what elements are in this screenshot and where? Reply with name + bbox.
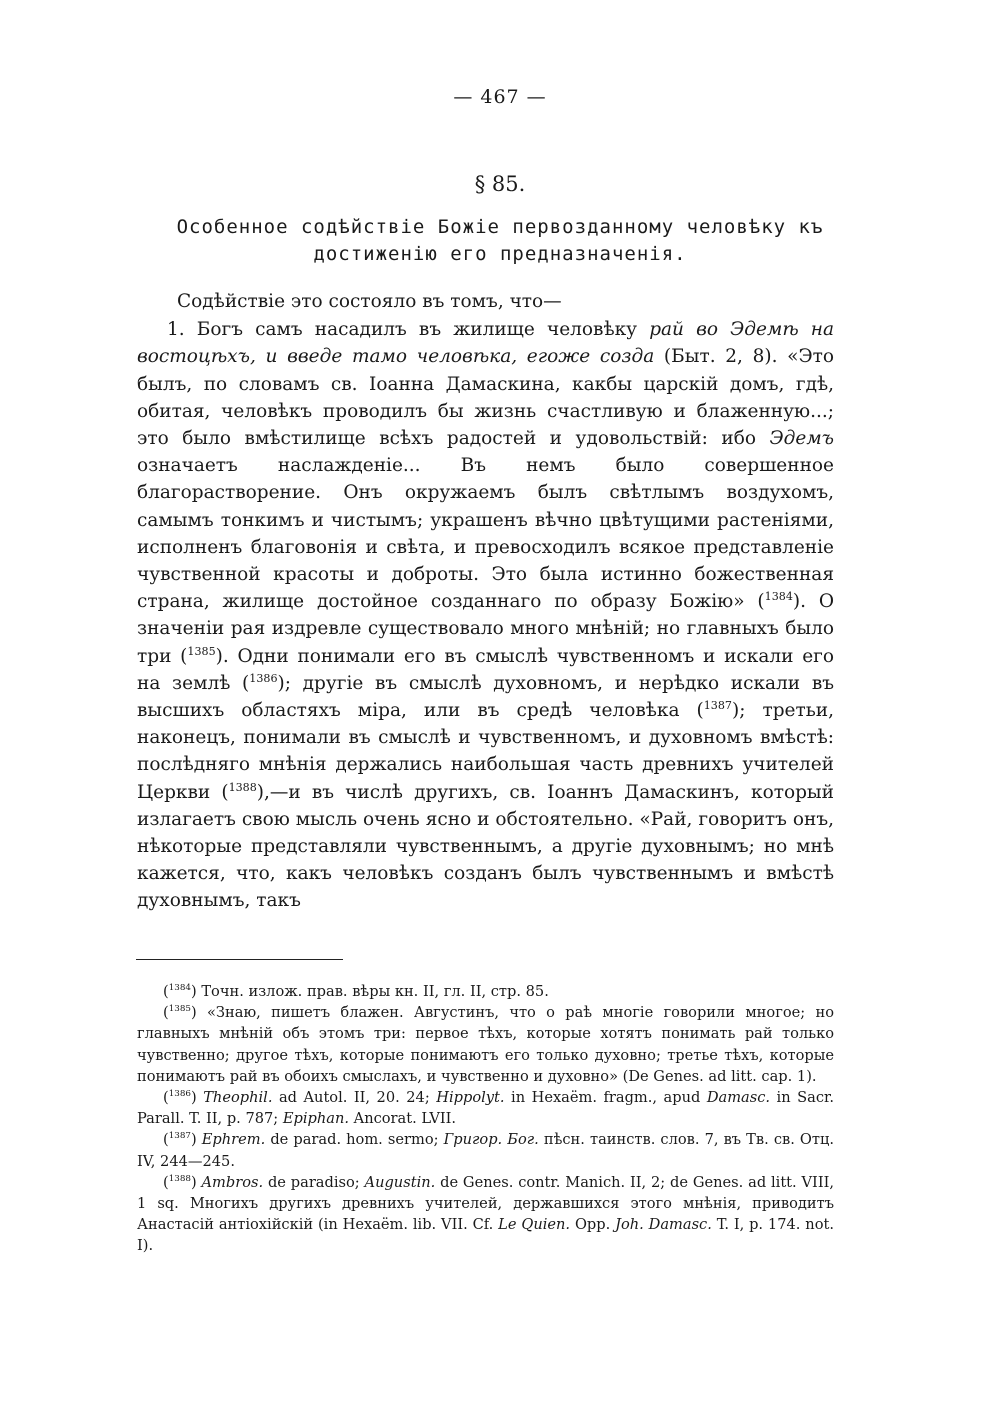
section-heading: Особенное содѣйствіе Божіе первозданному человѣку къ достиженію его предназначенія. (176, 216, 824, 265)
section-number: § 85. (474, 172, 526, 196)
main-text (137, 288, 834, 915)
footnote-text: in Hexaëm. fragm., apud (504, 1089, 707, 1107)
footnote-ref[interactable]: 1388 (228, 780, 257, 794)
footnote-1385: ($^{1385}$) «Знаю, пишетъ блажен. Августинъ, что о раѣ многіе говорили многое; но главныхъ мнѣній объ этомъ три: первое тѣхъ, которые хотятъ понимать рай только чувственно; другое тѣхъ, которые понимаютъ его только духовно; третье тѣхъ, которые понимаютъ рай въ обоихъ смыслахъ, и чувственно и духовно» (De Genes. ad litt. cap. 1). (137, 1004, 834, 1085)
text-run: ). Одни понимали его въ смыслѣ чувственномъ и искали его на землѣ ( (137, 645, 834, 694)
text-run: означаетъ наслажденіе... Въ немъ было совершенное благорастворение. Онъ окружаемъ былъ свѣтлымъ воздухомъ, самымъ тонкимъ и чистымъ; украшенъ вѣчно цвѣтущими растеніями, исполненъ благовонія и свѣта, и превосходилъ всякое представленіе чувственной красоты и доброты. Это была истинно божественная страна, жилище достойное созданнаго по образу Божію» ( (137, 455, 834, 613)
text-run: ). О значеніи рая издревле существовало много мнѣній; но главныхъ было три ( (137, 591, 834, 667)
footnote-1386: ($^{1386}$) Theophil. ad Autol. II, 20. 24; Hippolyt. in Hexaëm. fragm., apud Damasc. in Sacr. Parall. T. II, p. 787; Epiphan. Ancorat. LVII. (137, 1089, 835, 1128)
eden-word: Эдемъ (769, 428, 834, 450)
text-run: ); третьи, наконецъ, понимали въ смыслѣ и чувственномъ, и духовномъ вмѣстѣ: послѣдняго мнѣнія держались наибольшая часть древнихъ учителей Церкви ( (137, 700, 835, 803)
author-name: Le Quien. (498, 1216, 571, 1234)
footnote-number: 1387 (168, 1131, 191, 1142)
footnote-ref[interactable]: 1387 (703, 698, 732, 712)
footnote-divider (136, 959, 343, 960)
lead-paragraph: Содѣйствіе это состояло въ томъ, что— (177, 291, 562, 312)
footnote-number: 1385 (168, 1004, 191, 1015)
author-name: Augustin. (364, 1173, 436, 1191)
footnote-number: 1386 (168, 1089, 191, 1100)
footnote-1387: ($^{1387}$) Ephrem. de parad. hom. sermo; Григор. Бог. пѣсн. таинств. слов. 7, въ Тв. св. Отц. IV, 244—245. (137, 1131, 834, 1170)
footnote-text: in Sacr. Parall. T. II, p. 787; (137, 1089, 835, 1128)
footnote-text: Ancorat. LVII. (349, 1110, 457, 1128)
text-run: 1. Богъ самъ насадилъ въ жилище человѣку (167, 319, 650, 341)
footnote-text: de paradiso; (263, 1173, 365, 1191)
author-name: Damasc. (706, 1089, 771, 1107)
author-name: Ambros. (201, 1173, 264, 1191)
author-name: Hippolyt. (436, 1089, 505, 1107)
footnote-text: «Знаю, пишетъ блажен. Августинъ, что о раѣ многіе говорили многое; но главныхъ мнѣній объ этомъ три: первое тѣхъ, которые хотятъ понимать рай только чувственно; другое тѣхъ, которые понимаютъ его только духовно; третье тѣхъ, которые понимаютъ рай въ обоихъ смыслахъ, и чувственно и духовно» (De Genes. ad litt. cap. 1). (137, 1004, 834, 1085)
page-number: — 467 — (453, 86, 547, 108)
footnote-ref[interactable]: 1384 (764, 590, 793, 604)
footnote-text: пѣсн. таинств. слов. 7, въ Тв. св. Отц. IV, 244—245. (137, 1131, 834, 1170)
author-name: Ephrem. (201, 1131, 266, 1149)
scripture-quote: рай во Эдемѣ на востоцѣхъ, и введе тамо человѣка, егоже созда (137, 319, 834, 368)
paragraph-1 (137, 316, 834, 914)
author-name: Joh. Damasc. (615, 1216, 712, 1234)
author-name: Григор. Бог. (443, 1131, 539, 1149)
footnote-text: ad Autol. II, 20. 24; (272, 1089, 437, 1107)
text-run: ),—и въ числѣ другихъ, св. Іоаннъ Дамаскинъ, который излагаетъ свою мысль очень ясно и обстоятельно. «Рай, говоритъ онъ, нѣкоторые представляли чувственнымъ, а другіе духовнымъ; но мнѣ кажется, что, какъ человѣкъ созданъ былъ чувственнымъ и вмѣстѣ духовнымъ, такъ (137, 781, 834, 912)
author-name: Epiphan. (282, 1110, 350, 1128)
footnote-ref[interactable]: 1385 (187, 644, 216, 658)
footnote-text: de parad. hom. sermo; (265, 1131, 444, 1149)
text-run: (Быт. 2, 8). «Это былъ, по словамъ св. Іоанна Дамаскина, какбы царскій домъ, гдѣ, обитая, человѣкъ проводилъ бы жизнь счастливую и блаженную...; это было вмѣстилище всѣхъ радостей и удовольствій: ибо (137, 346, 834, 450)
footnote-ref[interactable]: 1386 (249, 671, 278, 685)
footnote-text: de Genes. contr. Manich. II, 2; de Genes. ad litt. VIII, 1 sq. Многихъ другихъ древнихъ учителей, державшихся этого мнѣнія, приводитъ Анастасій антіохійскій (in Hexaëm. lib. VII. Cf. (137, 1173, 834, 1234)
footnote-1388: ($^{1388}$) Ambros. de paradiso; Augustin. de Genes. contr. Manich. II, 2; de Genes. ad litt. VIII, 1 sq. Многихъ другихъ древнихъ учителей, державшихся этого мнѣнія, приводитъ Анастасій антіохійскій (in Hexaëm. lib. VII. Cf. Le Quien. Opp. Joh. Damasc. T. I, p. 174. not. I). (137, 1173, 834, 1255)
text-run: ); другіе въ смыслѣ духовномъ, и нерѣдко искали въ высшихъ областяхъ міра, или въ средѣ человѣка ( (137, 672, 835, 722)
author-name: Theophil. (203, 1089, 273, 1107)
footnote-text: T. I, p. 174. not. I). (137, 1216, 834, 1255)
footnote-number: 1388 (168, 1173, 191, 1184)
footnotes (137, 981, 834, 1257)
footnote-1384: ($^{1384}$) Точн. излож. прав. вѣры кн. II, гл. II, стр. 85. (163, 983, 549, 1000)
footnote-number: 1384 (168, 983, 191, 994)
footnote-text: Opp. (570, 1216, 616, 1234)
footnote-text: Точн. излож. прав. вѣры кн. II, гл. II, стр. 85. (196, 983, 549, 1000)
